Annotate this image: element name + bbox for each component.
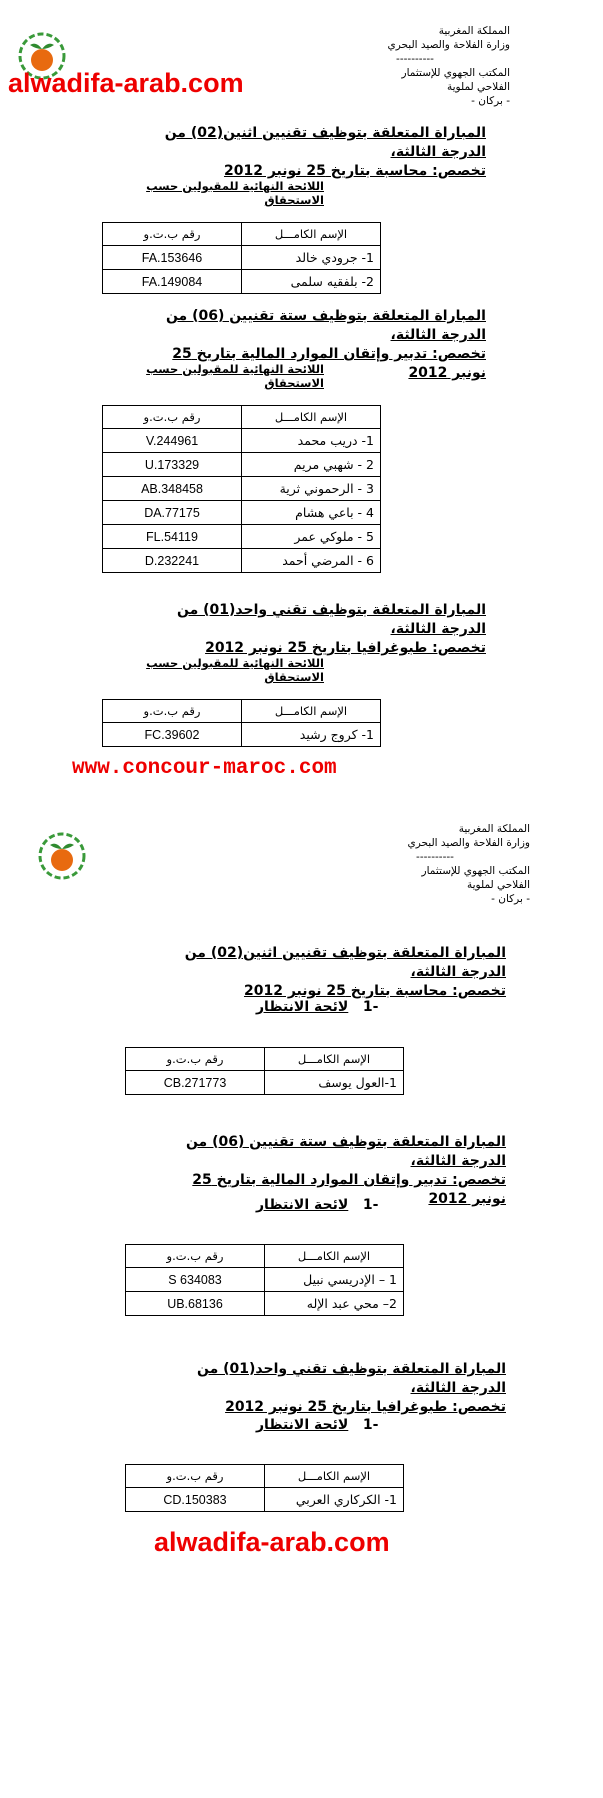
page1-letterhead [320,24,510,108]
section1-spec-line: تخصص: محاسبة بتاريخ 25 نونبر 2012 [223,163,486,179]
section2-title-line: المباراة المتعلقة بتوظيف ستة تقنيين (06) من الدرجة الثالثة، [165,308,486,343]
table-row [103,429,381,453]
section6-spec-line: تخصص: طبوغرافيا بتاريخ 25 نونبر 2012 [225,1399,506,1415]
section5-table [125,1244,404,1316]
cell-name: 1- كروج رشيد [242,723,381,747]
wait-list-title: لائحة الانتظار [256,1417,349,1433]
table-row [126,1268,404,1292]
section5-spec-line: تخصص: تدبير وإتقان الموارد المالية بتاريخ 25 نونبر 2012 [192,1172,506,1207]
cell-code: D.232241 [103,549,242,573]
col-header-code: رقم ب.ت.و [126,1048,265,1071]
page2-letterhead [340,822,530,906]
cell-code: DA.77175 [103,501,242,525]
col-header-name: الإسم الكامـــل [242,406,381,429]
cell-name: 2– محي عبد الإله [265,1292,404,1316]
section3-title [150,601,486,658]
header-office-region: الفلاحي لملوية [447,81,510,93]
col-header-code: رقم ب.ت.و [126,1245,265,1268]
cell-code: FC.39602 [103,723,242,747]
header-office: المكتب الجهوي للإستثمار [421,865,530,877]
wait-list-title: لائحة الانتظار [256,999,349,1015]
cell-name: 3 - الرحموني ثرية [242,477,381,501]
col-header-name: الإسم الكامـــل [242,700,381,723]
cell-code: UB.68136 [126,1292,265,1316]
table-row [103,270,381,294]
table-row [126,1292,404,1316]
cell-code: U.173329 [103,453,242,477]
organization-logo [36,830,88,882]
section4-title-line: المباراة المتعلقة بتوظيف تقنيين اثنين(02) من الدرجة الثالثة، [184,945,506,980]
section6-table [125,1464,404,1512]
table-row [103,246,381,270]
col-header-name: الإسم الكامـــل [265,1048,404,1071]
cell-name: 1-العول يوسف [265,1071,404,1095]
table-row [103,501,381,525]
table-row [103,477,381,501]
section2-final-list-label: اللائحة النهائية للمقبولين حسب الاستحقاق [146,362,324,390]
section4-title [170,944,506,1001]
col-header-code: رقم ب.ت.و [103,700,242,723]
col-header-name: الإسم الكامـــل [265,1245,404,1268]
wait-list-number: -1 [362,1417,379,1433]
header-kingdom: المملكة المغربية [458,823,530,835]
header-office: المكتب الجهوي للإستثمار [401,67,510,79]
section5-title-line: المباراة المتعلقة بتوظيف ستة تقنيين (06) من الدرجة الثالثة، [185,1134,506,1169]
cell-code: FA.153646 [103,246,242,270]
header-office-region: الفلاحي لملوية [467,879,530,891]
col-header-code: رقم ب.ت.و [103,406,242,429]
section1-table [102,222,381,294]
section3-title-line: المباراة المتعلقة بتوظيف تقني واحد(01) من الدرجة الثالثة، [176,602,486,637]
section2-table [102,405,381,573]
cell-name: 1 – الإدريسي نبيل [265,1268,404,1292]
section2-spec-line: تخصص: تدبير وإتقان الموارد المالية بتاريخ 25 نونبر 2012 [172,346,486,381]
wait-list-number: -1 [362,1197,379,1213]
watermark-top[interactable]: alwadifa-arab.com [8,68,244,98]
section4-spec-line: تخصص: محاسبة بتاريخ 25 نونبر 2012 [243,983,506,999]
header-kingdom: المملكة المغربية [438,25,510,37]
cell-name: 1- الكركاري العربي [265,1488,404,1512]
header-separator: ---------- [396,53,434,65]
section1-title [150,124,486,181]
table-row [103,549,381,573]
section1-final-list-label: اللائحة النهائية للمقبولين حسب الاستحقاق [146,179,324,207]
section3-spec-line: تخصص: طبوغرافيا بتاريخ 25 نونبر 2012 [205,640,486,656]
cell-code: CD.150383 [126,1488,265,1512]
section4-wait-list-label [256,999,378,1015]
section6-wait-list-label [256,1417,378,1433]
cell-code: S 634083 [126,1268,265,1292]
section3-table [102,699,381,747]
table-row [126,1488,404,1512]
header-city: - بركان - [491,893,530,905]
cell-code: V.244961 [103,429,242,453]
section5-wait-list-label [256,1197,378,1213]
col-header-name: الإسم الكامـــل [242,223,381,246]
cell-name: 1- دريب محمد [242,429,381,453]
header-ministry: وزارة الفلاحة والصيد البحري [387,39,510,51]
watermark-bottom[interactable]: alwadifa-arab.com [154,1527,390,1557]
table-row [103,453,381,477]
header-city: - بركان - [471,95,510,107]
section6-title-line: المباراة المتعلقة بتوظيف تقني واحد(01) من الدرجة الثالثة، [196,1361,506,1396]
table-row [103,723,381,747]
cell-name: 2- بلفقيه سلمى [242,270,381,294]
wait-list-title: لائحة الانتظار [256,1197,349,1213]
col-header-name: الإسم الكامـــل [265,1465,404,1488]
col-header-code: رقم ب.ت.و [126,1465,265,1488]
table-row [126,1071,404,1095]
section4-table [125,1047,404,1095]
cell-code: CB.271773 [126,1071,265,1095]
cell-name: 5 - ملوكي عمر [242,525,381,549]
cell-code: AB.348458 [103,477,242,501]
header-ministry: وزارة الفلاحة والصيد البحري [407,837,530,849]
section6-title [170,1360,506,1417]
watermark-middle[interactable]: www.concour-maroc.com [72,757,337,780]
header-separator: ---------- [416,851,454,863]
wait-list-number: -1 [362,999,379,1015]
cell-name: 2 - شهبي مريم [242,453,381,477]
cell-code: FA.149084 [103,270,242,294]
section3-final-list-label: اللائحة النهائية للمقبولين حسب الاستحقاق [146,656,324,684]
cell-code: FL.54119 [103,525,242,549]
section1-title-line: المباراة المتعلقة بتوظيف تقنيين اثنين(02) من الدرجة الثالثة، [164,125,486,160]
cell-name: 6 - المرضي أحمد [242,549,381,573]
cell-name: 4 - باعي هشام [242,501,381,525]
col-header-code: رقم ب.ت.و [103,223,242,246]
table-row [103,525,381,549]
cell-name: 1- جرودي خالد [242,246,381,270]
